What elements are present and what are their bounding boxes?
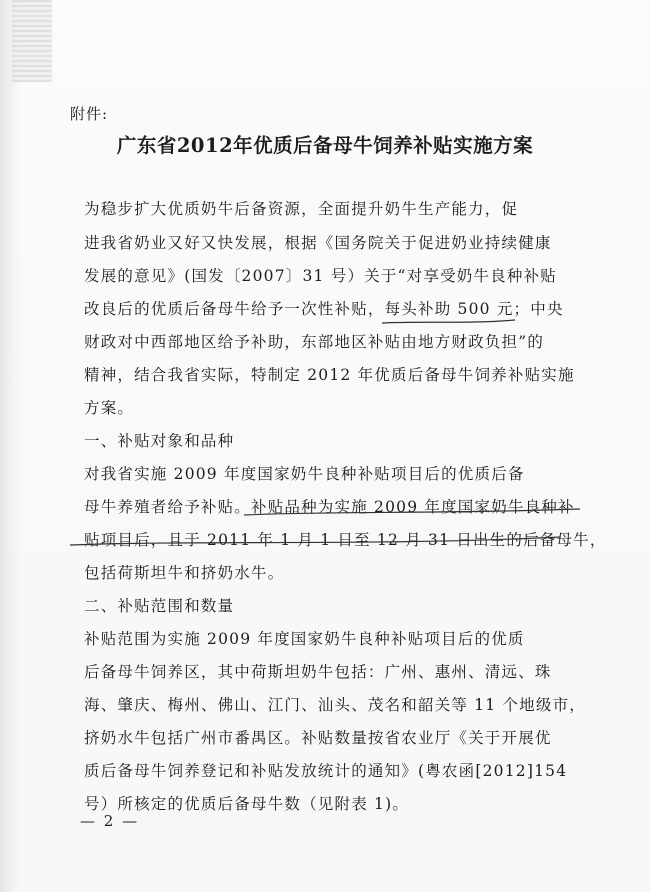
document-title: 广东省2012年优质后备母牛饲养补贴实施方案 (116, 134, 534, 157)
paragraph-line: 号）所核定的优质后备母牛数（见附表 1)。 (84, 795, 410, 813)
bleed-through-mark (420, 92, 620, 132)
paragraph-line: 后备母牛饲养区，其中荷斯坦奶牛包括：广州、惠州、清远、珠 (84, 663, 552, 681)
paragraph-line: 方案。 (84, 399, 135, 417)
page-number: — 2 — (80, 812, 140, 830)
paragraph-line: 贴项目后，且于 2011 年 1 月 1 日至 12 月 31 日出生的后备母牛， (84, 531, 607, 549)
paragraph-line: 发展的意见》(国发〔2007〕31 号）关于“对享受奶牛良种补贴 (84, 267, 557, 285)
paragraph-line: 母牛养殖者给予补贴。补贴品种为实施 2009 年度国家奶牛良种补 (84, 498, 575, 516)
paragraph-line: 质后备母牛饲养登记和补贴发放统计的通知》(粤农函[2012]154 (84, 762, 568, 780)
paragraph-line: 财政对中西部地区给予补助，东部地区补贴由地方财政负担”的 (84, 333, 545, 351)
paragraph-line: 补贴范围为实施 2009 年度国家奶牛良种补贴项目后的优质 (84, 630, 525, 648)
paragraph-line: 对我省实施 2009 年度国家奶牛良种补贴项目后的优质后备 (84, 465, 525, 483)
paragraph-line: 包括荷斯坦牛和挤奶水牛。 (84, 564, 285, 582)
paragraph-line: 改良后的优质后备母牛给予一次性补贴，每头补助 500 元；中央 (84, 300, 564, 318)
section-heading: 一、补贴对象和品种 (84, 432, 235, 450)
corner-mark (12, 0, 52, 82)
paragraph-line: 为稳步扩大优质奶牛后备资源，全面提升奶牛生产能力，促 (84, 200, 519, 218)
paragraph-line: 精神，结合我省实际，特制定 2012 年优质后备母牛饲养补贴实施 (84, 366, 575, 384)
paragraph-line: 海、肇庆、梅州、佛山、江门、汕头、茂名和韶关等 11 个地级市， (84, 696, 586, 714)
paragraph-line: 挤奶水牛包括广州市番禺区。补贴数量按省农业厅《关于开展优 (84, 729, 552, 747)
paragraph-line: 进我省奶业又好又快发展，根据《国务院关于促进奶业持续健康 (84, 234, 552, 252)
attachment-label: 附件: (70, 105, 109, 123)
section-heading: 二、补贴范围和数量 (84, 597, 235, 615)
underline-subsidy-amount (382, 320, 515, 323)
